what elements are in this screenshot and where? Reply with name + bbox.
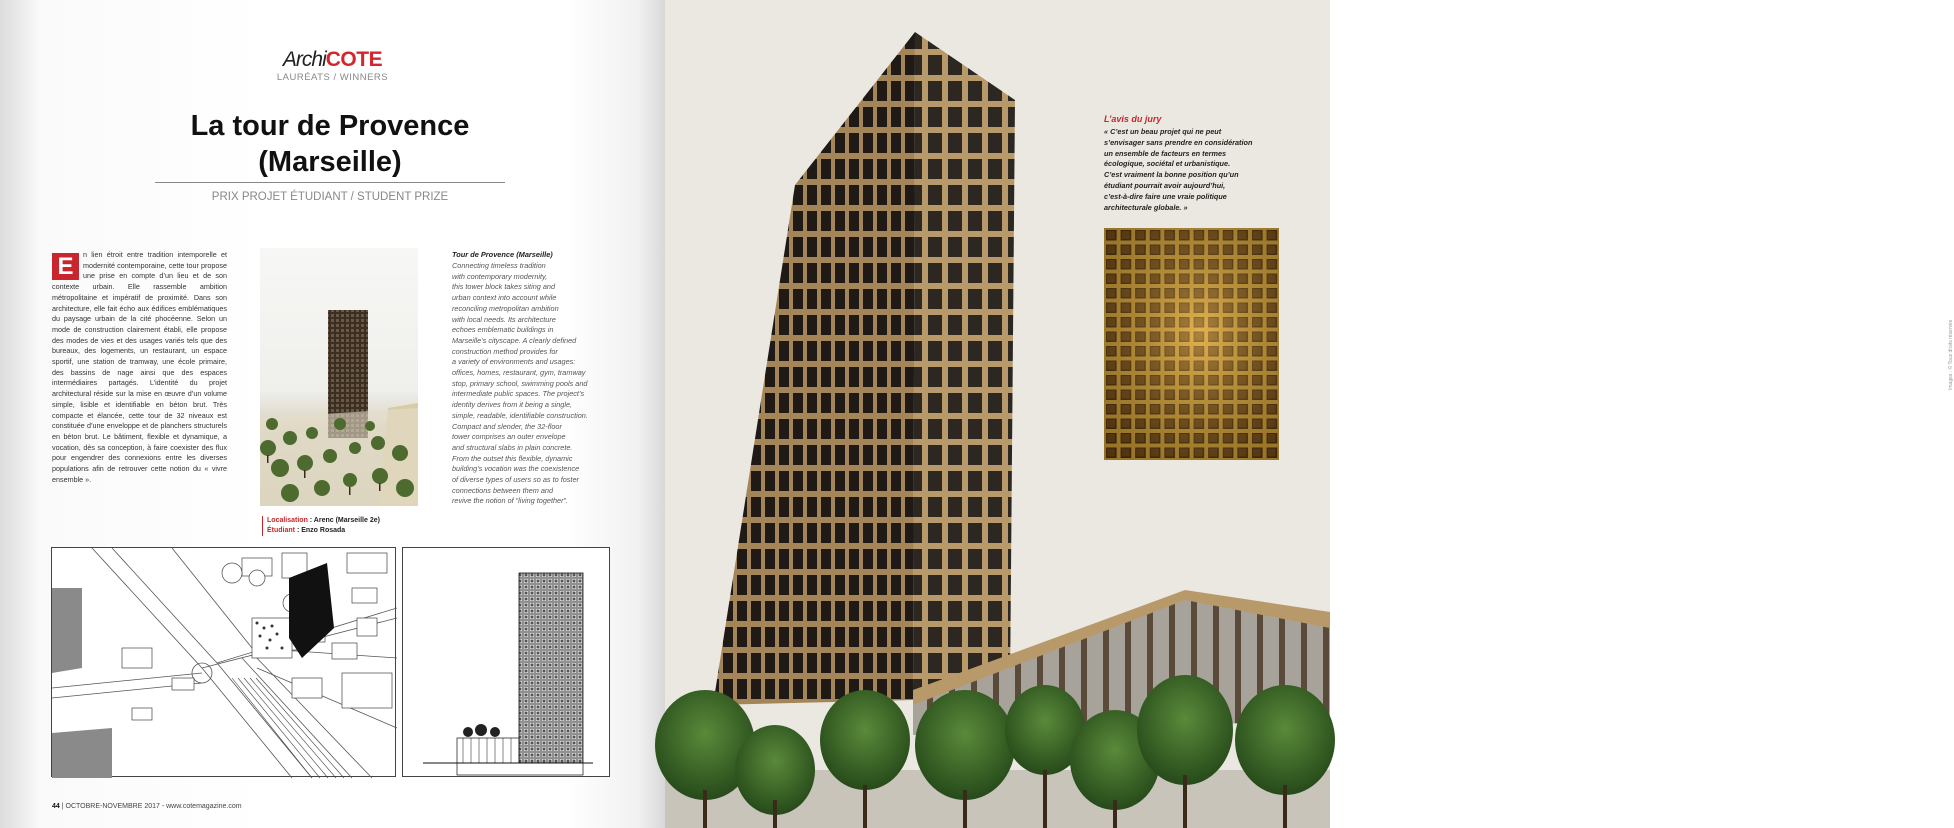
dropcap: E — [52, 253, 79, 280]
title-divider — [155, 182, 505, 183]
model-photo — [260, 248, 418, 506]
footer-text: | OCTOBRE-NOVEMBRE 2017 - www.cotemagazine.com — [59, 803, 242, 810]
photo-credit: Images : © Tous droits réservés — [1948, 319, 1954, 390]
facade-detail-image — [1104, 228, 1279, 460]
section-elevation-drawing — [402, 547, 610, 777]
page-footer — [52, 803, 242, 810]
article-title-line2: (Marseille) — [258, 146, 402, 178]
brand-logo-part2: COTE — [325, 48, 383, 71]
site-plan-graphic — [52, 548, 397, 778]
site-plan-drawing — [51, 547, 396, 777]
location-line — [267, 516, 380, 526]
section-elevation-graphic — [403, 548, 611, 778]
french-body-text — [52, 250, 227, 485]
brand-logo — [0, 48, 665, 72]
article-title-line1: La tour de Provence — [190, 110, 470, 142]
brand-subtitle: LAURÉATS / WINNERS — [276, 72, 389, 83]
english-body-text: Connecting timeless tradition with contemporary modernity, this tower block takes siting and urban context into account while reconciling metropolitan ambition with local needs. Its architecture echoes emblematic buildings in Marseille’s cityscape. A clearly defined construction method provides for a variety of environments and usages: offices, homes, restaurant, gym, tramway stop, primary school, swimming pools and intermediate public spaces. The project’s identity derives from it being a single, simple, readable, identifiable construction. Compact and slender, the 32-floor tower comprises an outer envelope and structural slabs in plain concrete. From the outset this flexible, dynamic building’s vocation was the coexistence of diverse types of users so as to foster connections between them and revive the notion of “living together”. — [452, 261, 588, 506]
article-title — [120, 108, 540, 180]
jury-quote: « C’est un beau projet qui ne peut s’envisager sans prendre en considération un ensemble de facteurs en termes écologique, sociétal et urbanistique. C’est vraiment la bonne position qu’un étudiant pourrait avoir aujourd’hui, c’est-à-dire faire une vraie politique architecturale globale. » — [1104, 127, 1253, 212]
facade-detail-graphic — [1104, 228, 1279, 460]
brand-logo-part1: Archi — [282, 48, 326, 71]
student-label: Étudiant — [267, 527, 295, 534]
student-line — [267, 526, 380, 536]
student-value: : Enzo Rosada — [295, 527, 346, 534]
model-photo-graphic — [260, 248, 418, 506]
project-meta — [262, 516, 380, 536]
article-subtitle: PRIX PROJET ÉTUDIANT / STUDENT PRIZE — [211, 191, 449, 203]
left-page — [0, 0, 665, 828]
page-number: 44 — [52, 803, 60, 810]
location-label: Localisation — [267, 517, 308, 524]
english-title: Tour de Provence (Marseille) — [452, 250, 553, 259]
location-value: : Arenc (Marseille 2e) — [307, 517, 380, 524]
french-body-content: n lien étroit entre tradition intemporelle et modernité contemporaine, cette tour propose une prise en compte d’un lieu et de son contexte urbain. Elle rassemble ambition métropolitaine et impératif de proximité. Dans son architecture, elle fait écho aux édifices emblématiques du paysage urbain de la cité phocéenne. Selon un mode de construction clairement établi, elle propose des modes de vies et des usages variés tels que des bureaux, des logements, un restaurant, un espace sportif, une station de tramway, une école primaire, des bassins de nage ainsi que des espaces intermédiaires partagés. L’identité du projet architectural réside sur la mise en œuvre d’un volume simple, lisible et identifiable en béton brut. Très compacte et élancée, cette tour de 32 niveaux est constituée d’une enveloppe et de planchers structurels en béton brut. Le bâtiment, flexible et dynamique, a vocation, dès sa conception, à faire coexister des flux pour engendrer des connexions entre les diverses populations afin de retrouver cette notion du « vivre ensemble ». — [52, 250, 227, 484]
jury-title: L’avis du jury — [1104, 114, 1162, 124]
